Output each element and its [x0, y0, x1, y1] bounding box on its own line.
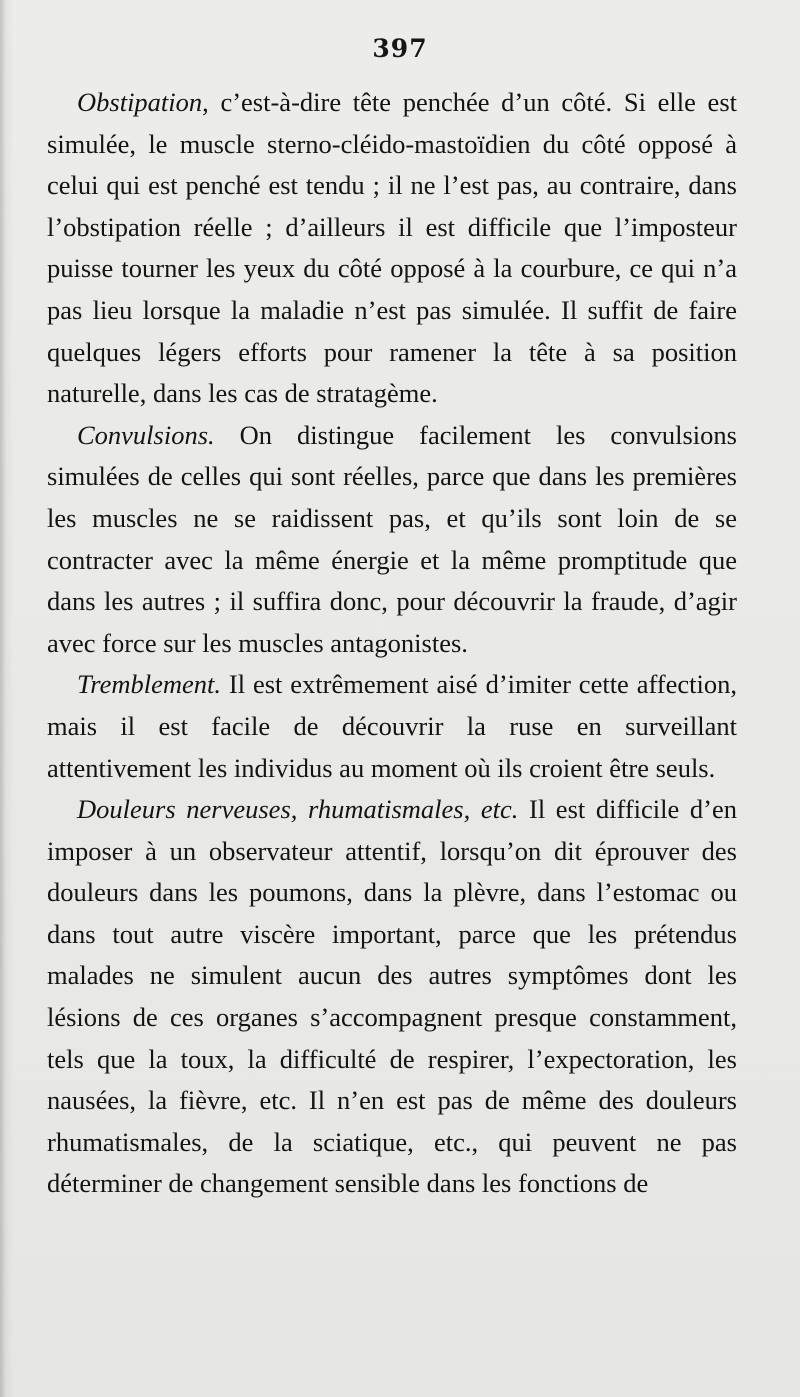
paragraph-tremblement [47, 664, 737, 789]
paragraph-heading: Douleurs nerveuses, rhumatismales, etc. [77, 794, 519, 825]
body-text [47, 82, 737, 1205]
paragraph-body: Il est extrêmement aisé d’imiter cette affection, mais il est facile de découvrir la ruse en surveillant attentivement les individus au moment où ils croient être seuls. [47, 669, 737, 783]
paragraph-body: , c’est-à-dire tête penchée d’un côté. Si elle est simulée, le muscle sterno-cléido-mastoïdien du côté opposé à celui qui est penché est tendu ; il ne l’est pas, au contraire, dans l’obstipation réelle ; d’ailleurs il est difficile que l’imposteur puisse tourner les yeux du côté opposé à la courbure, ce qui n’a pas lieu lorsque la maladie n’est pas simulée. Il suffit de faire quelques légers efforts pour ramener la tête à sa position naturelle, dans les cas de stratagème. [47, 87, 737, 409]
paragraph-heading: Obstipation [77, 87, 203, 117]
paragraph-heading: Convulsions. [77, 419, 215, 450]
paragraph-douleurs [47, 789, 737, 1205]
paragraph-convulsions [47, 415, 737, 665]
paragraph-body: On distingue facilement les convulsions simulées de celles qui sont réelles, parce que dans les premières les muscles ne se raidissent pas, et qu’ils sont loin de se contracter avec la même énergie et la même promptitude que dans les autres ; il suffira donc, pour découvrir la fraude, d’agir avec force sur les muscles antagonistes. [47, 419, 737, 658]
page-number: 397 [372, 34, 428, 63]
paragraph-obstipation [47, 82, 737, 415]
paragraph-heading: Tremblement. [77, 669, 222, 700]
paragraph-body: Il est difficile d’en imposer à un observateur attentif, lorsqu’on dit éprouver des douleurs dans les poumons, dans la plèvre, dans l’estomac ou dans tout autre viscère important, parce que les prétendus malades ne simulent aucun des autres symptômes dont les lésions de ces organes s’accompagnent presque constamment, tels que la toux, la difficulté de respirer, l’expectoration, les nausées, la fièvre, etc. Il n’en est pas de même des douleurs rhumatismales, de la sciatique, etc., qui peuvent ne pas déterminer de changement sensible dans les fonctions de [47, 794, 737, 1199]
